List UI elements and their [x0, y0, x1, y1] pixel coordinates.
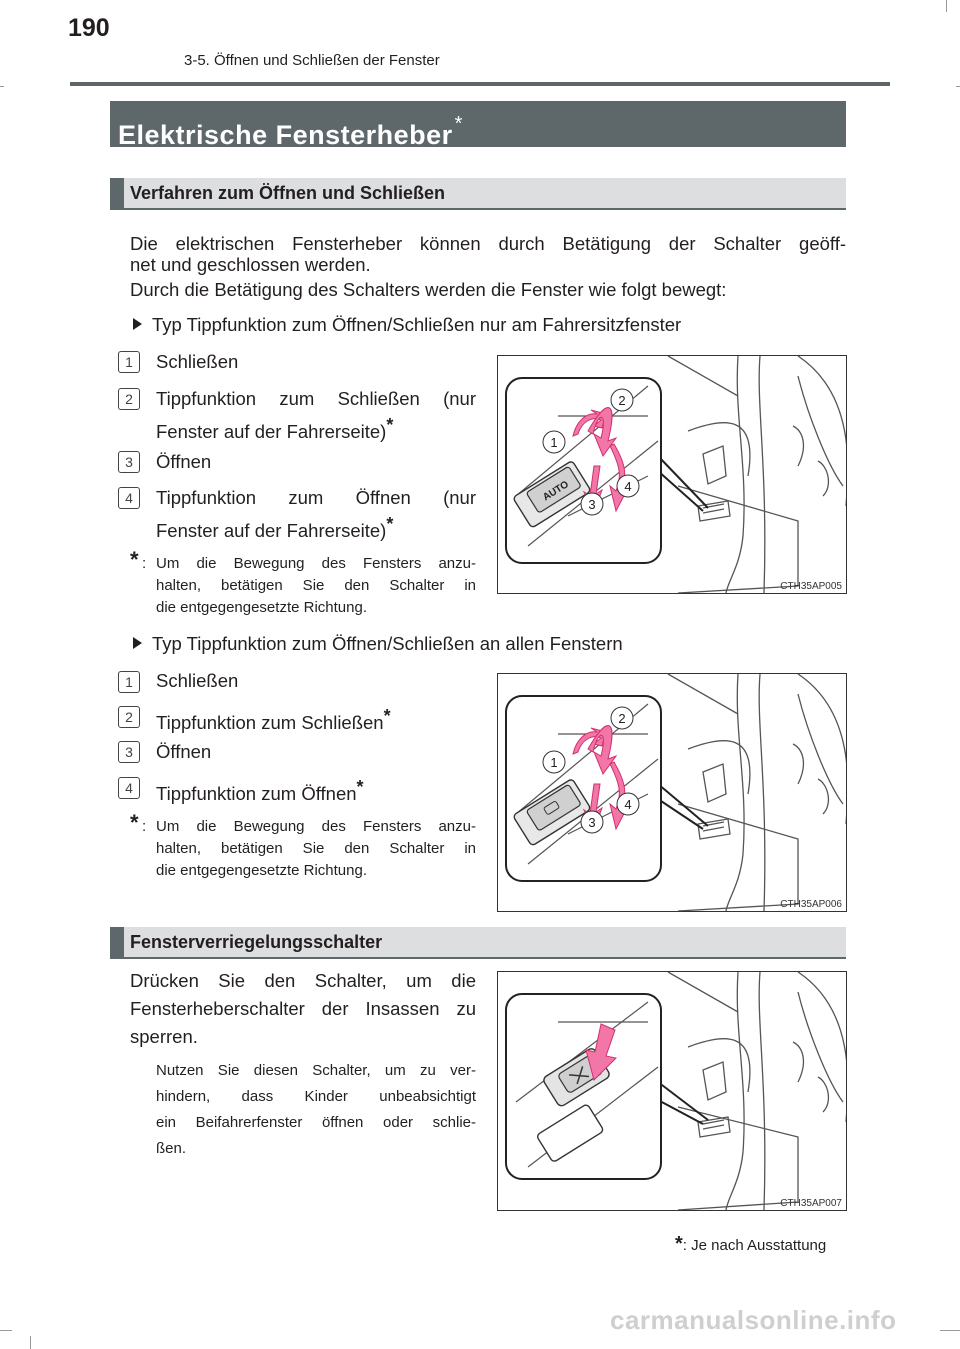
lock-hint-line-1: Nutzen Sie diesen Schalter, um zu ver-	[156, 1062, 476, 1079]
asterisk: *	[386, 514, 394, 534]
item-number: 2	[118, 706, 140, 728]
callout-2: 2	[618, 711, 626, 726]
item-number: 1	[118, 351, 140, 373]
note-asterisk: *	[130, 547, 139, 572]
note-colon: :	[142, 555, 147, 572]
triangle-bullet-icon	[133, 318, 142, 330]
figure-label: CTH35AP006	[780, 899, 842, 910]
item-number: 1	[118, 671, 140, 693]
section-heading-lock-switch: Fensterverriegelungsschalter	[110, 927, 846, 959]
asterisk: *	[386, 415, 394, 435]
page-title-text: Elektrische Fensterheber	[118, 120, 453, 150]
asterisk: *	[383, 706, 391, 726]
intro-line-2: net und geschlossen werden.	[130, 254, 371, 275]
figure-illustration	[498, 972, 846, 1210]
intro-line-1: Die elektrischen Fensterheber können durch Betätigung der Schalter geöff-	[130, 233, 846, 254]
crop-mark	[940, 1330, 960, 1331]
watermark: carmanualsonline.info	[610, 1305, 897, 1335]
auto-label: AUTO	[541, 479, 571, 504]
figure-label: CTH35AP007	[780, 1198, 842, 1209]
crop-mark	[30, 1336, 31, 1349]
callout-3: 3	[588, 497, 596, 512]
crop-mark	[0, 86, 4, 87]
note-line-2: halten, betätigen Sie den Schalter in	[156, 840, 476, 857]
item-text: Öffnen	[156, 451, 212, 472]
callout-1: 1	[550, 435, 558, 450]
crop-mark	[956, 86, 960, 87]
figure-window-lock-switch	[497, 971, 847, 1211]
intro-line-3: Durch die Betätigung des Schalters werden die Fenster wie folgt bewegt:	[130, 279, 727, 300]
callout-4: 4	[624, 479, 632, 494]
figure-illustration	[498, 674, 846, 911]
figure-illustration	[498, 356, 846, 593]
type-a-title-text: Typ Tippfunktion zum Öffnen/Schließen nur am Fahrersitzfenster	[152, 314, 682, 335]
header-rule	[70, 82, 890, 86]
note-colon: :	[142, 818, 147, 835]
item-text-line2	[156, 510, 393, 545]
figure-window-switch-all	[497, 673, 847, 912]
lock-text-line-2: Fensterheberschalter der Insassen zu	[130, 998, 476, 1019]
section-reference: 3-5. Öffnen und Schließen der Fenster	[184, 52, 440, 69]
item-text: Schließen	[156, 351, 239, 372]
note-line-1: Um die Bewegung des Fensters anzu-	[156, 818, 476, 835]
crop-mark	[0, 1330, 12, 1331]
item-number: 3	[118, 741, 140, 763]
footnote-text: : Je nach Ausstattung	[682, 1237, 827, 1254]
lock-hint-line-3: ein Beifahrerfenster öffnen oder schlie-	[156, 1114, 476, 1131]
lock-text-line-3: sperren.	[130, 1026, 198, 1047]
note-line-3: die entgegengesetzte Richtung.	[156, 862, 367, 879]
item-text-line2	[156, 411, 393, 446]
item-text-line2-text: Fenster auf der Fahrerseite)	[156, 421, 387, 443]
callout-1: 1	[550, 755, 558, 770]
item-text-4	[156, 773, 364, 808]
item-text: Tippfunktion zum Öffnen (nur	[156, 487, 476, 508]
lock-text-line-1: Drücken Sie den Schalter, um die	[130, 970, 476, 991]
lock-hint-line-4: ßen.	[156, 1140, 187, 1157]
item-number: 4	[118, 487, 140, 509]
triangle-bullet-icon	[133, 637, 142, 649]
type-b-title-text: Typ Tippfunktion zum Öffnen/Schließen an allen Fenstern	[152, 633, 623, 654]
section-heading-open-close: Verfahren zum Öffnen und Schließen	[110, 178, 846, 210]
callout-2: 2	[618, 393, 626, 408]
item-text: Öffnen	[156, 741, 212, 762]
page-number: 190	[68, 14, 110, 42]
footnote-star: *	[675, 1233, 683, 1255]
item-text-4-text: Tippfunktion zum Öffnen	[156, 783, 357, 805]
page-title	[110, 101, 846, 150]
callout-4: 4	[624, 797, 632, 812]
crop-mark	[946, 0, 947, 12]
note-line-3: die entgegengesetzte Richtung.	[156, 599, 367, 616]
type-a-title	[133, 314, 681, 336]
item-number: 3	[118, 451, 140, 473]
asterisk: *	[356, 777, 364, 797]
note-line-1: Um die Bewegung des Fensters anzu-	[156, 555, 476, 572]
item-number: 4	[118, 777, 140, 799]
callout-3: 3	[588, 815, 596, 830]
item-number: 2	[118, 388, 140, 410]
item-text: Tippfunktion zum Schließen (nur	[156, 388, 476, 409]
item-text: Schließen	[156, 670, 239, 691]
footnote	[675, 1233, 826, 1256]
figure-label: CTH35AP005	[780, 581, 842, 592]
figure-window-switch-driver	[497, 355, 847, 594]
note-asterisk: *	[130, 810, 139, 835]
lock-hint-line-2: hindern, dass Kinder unbeabsichtigt	[156, 1088, 476, 1105]
title-asterisk: *	[454, 113, 463, 135]
type-b-title	[133, 633, 623, 655]
item-text-2	[156, 702, 391, 737]
item-text-line2-text: Fenster auf der Fahrerseite)	[156, 520, 387, 542]
note-line-2: halten, betätigen Sie den Schalter in	[156, 577, 476, 594]
item-text-2-text: Tippfunktion zum Schließen	[156, 712, 384, 734]
